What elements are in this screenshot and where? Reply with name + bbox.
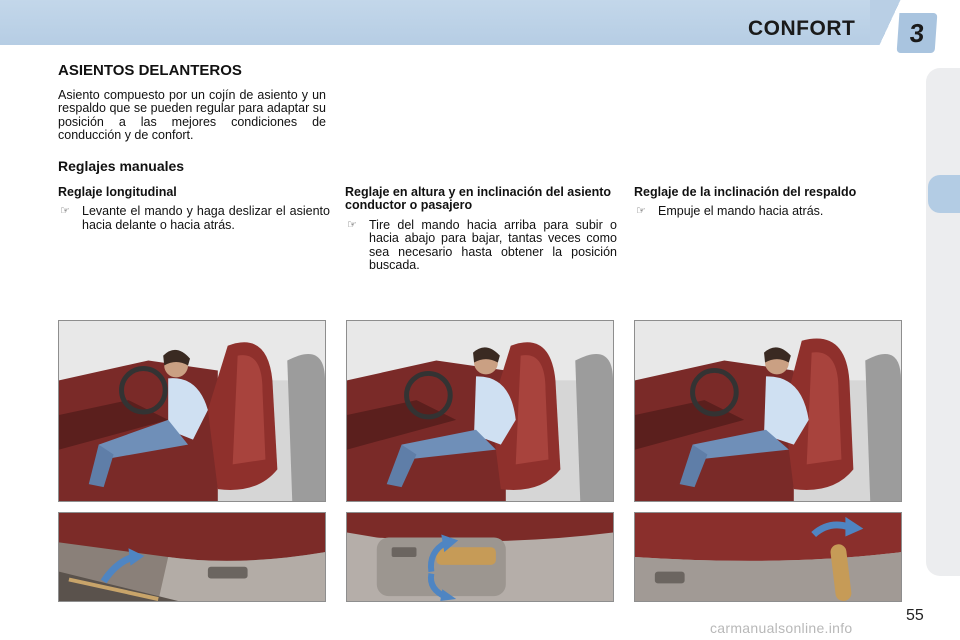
instruction-item [345, 219, 617, 273]
instruction-text: Levante el mando y haga deslizar el asiento hacia delante o hacia atrás. [82, 204, 330, 232]
instruction-text: Tire del mando hacia arriba para subir o hacia abajo para bajar, tantas veces como sea necesario hasta obtener la posición buscada. [369, 217, 617, 273]
pointing-hand-icon: ☞ [636, 205, 646, 218]
section-title: ASIENTOS DELANTEROS [58, 62, 242, 79]
photo-longitudinal-adjustment [58, 320, 326, 502]
watermark-text: carmanualsonline.info [710, 620, 853, 636]
column-longitudinal [58, 186, 330, 232]
photo-longitudinal-control-detail [58, 512, 326, 602]
photo-backrest-control-detail [634, 512, 902, 602]
page-number: 55 [906, 607, 924, 624]
instruction-text: Empuje el mando hacia atrás. [658, 204, 824, 219]
photo-height-adjustment [346, 320, 614, 502]
section-intro: Asiento compuesto por un cojín de asiento y un respaldo que se pueden regular para adaptar su posición a las mejores condiciones de conducción y de confort. [58, 88, 326, 143]
photo-backrest-adjustment [634, 320, 902, 502]
pointing-hand-icon: ☞ [60, 205, 70, 218]
chapter-number-badge: 3 [897, 13, 938, 53]
pointing-hand-icon: ☞ [347, 218, 357, 231]
chapter-title: CONFORT [748, 17, 856, 40]
chapter-side-tab[interactable] [928, 175, 960, 213]
chapter-side-rail [926, 68, 960, 576]
instruction-item [58, 205, 330, 232]
column-title: Reglaje longitudinal [58, 185, 177, 199]
instruction-item [634, 205, 906, 218]
column-backrest [634, 186, 906, 219]
column-title: Reglaje en altura y en inclinación del asiento conductor o pasajero [345, 185, 612, 213]
subsection-title: Reglajes manuales [58, 158, 185, 174]
column-height-tilt [345, 186, 617, 272]
photo-height-control-detail [346, 512, 614, 602]
column-title: Reglaje de la inclinación del respaldo [634, 185, 857, 199]
